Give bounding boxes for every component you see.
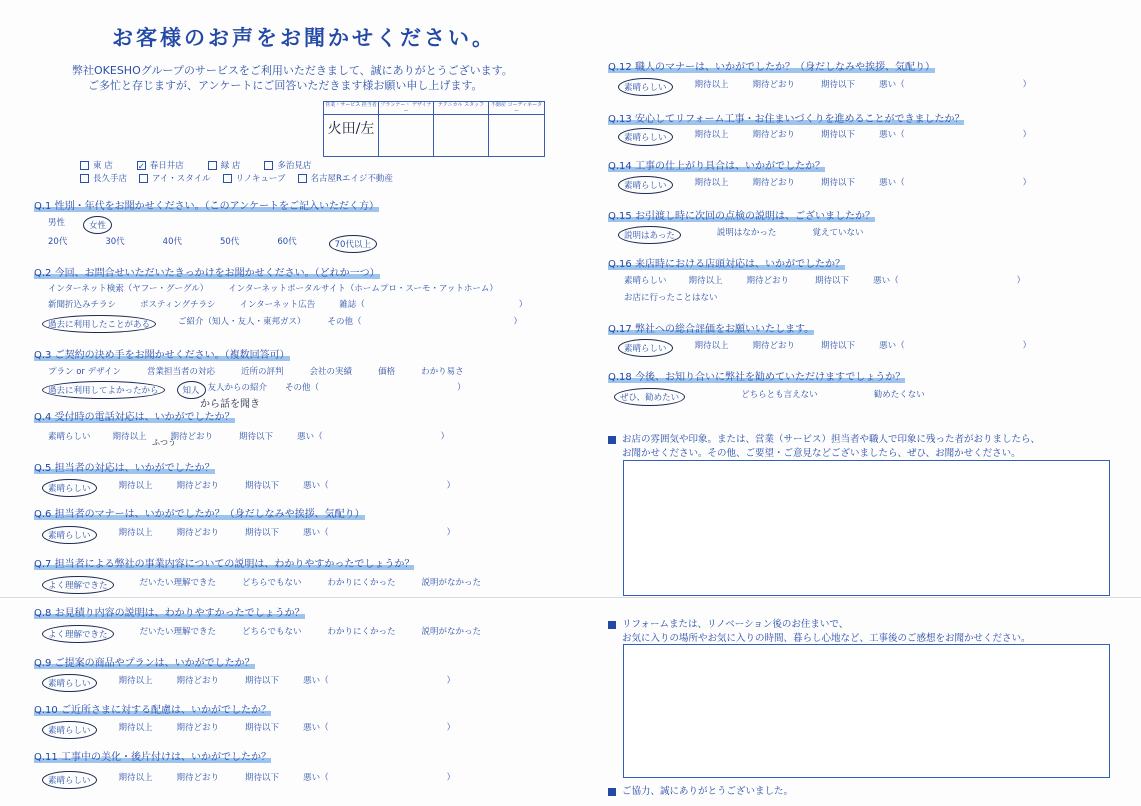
square-bullet-icon [608,788,616,796]
q5-options [48,479,455,497]
store-option[interactable]: アイ・スタイル [139,172,211,184]
q18-label: Q.18 今後、お知り合いに弊社を勧めていただけますでしょうか？ [608,372,906,383]
rating-option-selected[interactable]: 素晴らしい [618,339,673,357]
q18-option-selected[interactable]: ぜひ、勧めたい [614,388,685,406]
q11-options [48,771,455,789]
q3-row-1 [48,365,464,377]
rating-option[interactable]: 期待以上 [118,528,153,538]
q2-option[interactable]: インターネット広告 [239,300,316,310]
store-option[interactable]: 多治見店 [264,159,311,171]
free2-question: リフォームまたは、リノベーション後のお住まいで、 [608,616,848,630]
checkbox-icon[interactable] [80,161,89,170]
q11-label: Q.11 工事中の美化・後片付けは、いかがでしたか？ [34,752,271,763]
rating-option[interactable]: 悪い（ [303,676,329,686]
q3-option[interactable]: その他（ [285,383,320,393]
gender-male[interactable]: 男性 [48,218,66,228]
square-bullet-icon [608,621,616,629]
q2-option-selected[interactable]: 過去に利用したことがある [42,315,156,333]
q17-label: Q.17 弊社への総合評価をお願いいたします。 [608,324,815,335]
rating-option[interactable]: 期待以下 [821,130,856,140]
rating-option[interactable]: 期待どおり [170,432,214,442]
staff-header-tech: テクニカル スタッフ [434,102,489,115]
intro-line-1: 弊社OKESHOグループのサービスをご利用いただきまして、誠にありがとうございます。 [72,64,513,77]
q7-option[interactable]: どちらでもない [242,578,302,588]
rating-option[interactable]: 期待以上 [118,676,153,686]
q8-options [48,625,481,643]
intro-line-2: ご多忙と存じますが、アンケートにご回答いただきます様お願い申し上げます。 [88,79,483,92]
rating-option[interactable]: 期待以下 [245,773,280,783]
rating-option[interactable]: 期待以下 [245,528,280,538]
checkbox-icon[interactable] [264,161,273,170]
rating-option-selected[interactable]: 素晴らしい [42,526,97,544]
q10-label: Q.10 ご近所さまに対する配慮は、いかがでしたか？ [34,705,271,716]
checkbox-icon[interactable] [208,161,217,170]
rating-paren: ） [1022,80,1032,90]
rating-option[interactable]: 悪い（ [303,773,329,783]
staff-header-realestate: 不動産 コーディネーター [490,102,543,114]
q1-label: Q.1 性別・年代をお聞かせください。（このアンケートをご記入いただく方） [34,201,379,212]
q7-option[interactable]: だいたい理解できた [139,578,217,588]
rating-option[interactable]: 期待どおり [176,528,220,538]
store-option[interactable]: 名古屋Rエイジ不動産 [298,172,393,184]
rating-option[interactable]: 期待どおり [176,676,220,686]
q3-option[interactable]: 会社の実績 [309,367,353,377]
q2-row-1 [48,282,498,294]
rating-option[interactable]: 期待以下 [245,723,280,733]
rating-option[interactable]: 期待どおり [752,80,796,90]
q13-options [624,128,1031,146]
checkbox-icon[interactable] [139,174,148,183]
q6-label: Q.6 担当者のマナーは、いかがでしたか？（身だしなみや挨拶、気配り） [34,509,365,520]
rating-option[interactable]: 悪い（ [873,276,899,286]
rating-option[interactable]: 期待以下 [821,80,856,90]
q14-label: Q.14 工事の仕上がり具合は、いかがでしたか？ [608,161,825,172]
q8-label: Q.8 お見積り内容の説明は、わかりやすかったでしょうか？ [34,608,305,619]
rating-option[interactable]: 期待以下 [821,178,856,188]
free2-textarea[interactable] [623,644,1110,778]
q7-option[interactable]: 説明がなかった [421,578,481,588]
rating-option[interactable]: 悪い（ [879,341,905,351]
age-option[interactable]: 20代 [48,237,68,247]
q1-gender [48,216,112,234]
rating-paren: ） [1022,130,1032,140]
rating-option[interactable]: 期待どおり [752,341,796,351]
q2-paren: ） [518,300,528,310]
q15-option[interactable]: 説明はなかった [716,228,777,238]
q2-option[interactable]: インターネットポータルサイト（ホームプロ・スーモ・アットホーム） [228,284,498,294]
q15-option-selected[interactable]: 説明はあった [618,226,681,244]
rating-option[interactable]: 悪い（ [303,481,329,491]
square-bullet-icon [608,436,616,444]
free1-question: お店の雰囲気や印象。または、営業（サービス）担当者や職人で印象に残った者がおりましたら、 [608,431,1040,445]
q7-option[interactable]: わかりにくかった [327,578,396,588]
q3-label: Q.3 ご契約の決め手をお聞かせください。（複数回答可） [34,350,290,361]
rating-option[interactable]: 悪い（ [303,528,329,538]
rating-option[interactable]: 悪い（ [303,723,329,733]
rating-option-selected[interactable]: 素晴らしい [42,674,97,692]
q14-options [624,176,1031,194]
rating-option-selected[interactable]: 素晴らしい [42,771,97,789]
rating-option[interactable]: 期待以下 [239,432,274,442]
checkbox-icon[interactable] [223,174,232,183]
rating-option[interactable]: 期待以上 [694,341,729,351]
q3-handwritten-note: から話を聞き [200,399,260,410]
q3-option[interactable]: プラン or デザイン [48,367,122,377]
rating-paren: ） [440,432,450,442]
rating-option[interactable]: 悪い（ [297,432,323,442]
q16-option-never[interactable]: お店に行ったことはない [624,293,718,303]
rating-option[interactable]: 期待以上 [694,130,729,140]
q15-option[interactable]: 覚えていない [812,228,864,238]
q5-label: Q.5 担当者の対応は、いかがでしたか？ [34,463,215,474]
q16-options [624,274,1025,286]
page-title: お客様のお声をお聞かせください。 [112,26,496,50]
q2-paren: ） [513,317,523,327]
q7-options [48,576,481,594]
age-option[interactable]: 30代 [105,237,125,247]
rating-option[interactable]: 悪い（ [879,80,905,90]
rating-option[interactable]: 期待以下 [821,341,856,351]
checkbox-icon[interactable] [298,174,307,183]
q3-option-selected[interactable]: 過去に利用してよかったから [42,381,165,399]
q2-option[interactable]: ポスティングチラシ [140,300,216,310]
q15-label: Q.15 お引渡し時に次回の点検の説明は、ございましたか？ [608,211,875,222]
q2-row-3 [48,315,522,333]
rating-option[interactable]: 期待以下 [245,676,280,686]
q18-options [620,388,925,406]
q17-options [624,339,1031,357]
store-option[interactable]: 長久手店 [80,172,127,184]
rating-paren: ） [1022,341,1032,351]
fold-line [0,597,1141,598]
store-option[interactable]: リノキューブ [223,172,286,184]
q2-option[interactable]: その他（ [327,317,362,327]
staff-header-planner: プランナー・ デザイナー [379,102,434,115]
rating-option[interactable]: 期待どおり [752,130,796,140]
q4-label: Q.4 受付時の電話対応は、いかがでしたか？ [34,412,235,423]
rating-option[interactable]: 期待どおり [176,481,220,491]
staff-cell-4[interactable] [489,115,544,156]
rating-option[interactable]: 期待どおり [176,773,220,783]
rating-paren: ） [1016,276,1026,286]
rating-option[interactable]: 期待以下 [245,481,280,491]
q4-handwritten-note: ふつう [152,438,176,447]
rating-option-selected[interactable]: 素晴らしい [618,78,673,96]
rating-option[interactable]: 期待以上 [118,481,153,491]
q3-paren: ） [457,383,466,393]
store-row-1 [80,159,311,171]
checkbox-checked-icon[interactable]: ✓ [137,162,145,172]
q1-ages [48,235,377,253]
q12-options [624,78,1031,96]
age-option[interactable]: 60代 [277,237,297,247]
rating-option[interactable]: 期待以上 [118,773,153,783]
rating-option-selected[interactable]: 素晴らしい [42,479,97,497]
q18-option[interactable]: 勧めたくない [873,390,925,400]
q2-row-2 [48,298,527,310]
q12-label: Q.12 職人のマナーは、いかがでしたか？（身だしなみや挨拶、気配り） [608,62,935,73]
store-option[interactable]: 緑 店 [208,159,241,171]
q2-option[interactable]: 新聞折込みチラシ [48,300,117,310]
q2-option[interactable]: 雑誌（ [339,300,365,310]
rating-option[interactable]: 期待どおり [176,723,220,733]
rating-option-selected[interactable]: 素晴らしい [618,176,673,194]
q10-options [48,721,455,739]
store-option[interactable]: 東 店 [80,159,113,171]
thanks-message: ご協力、誠にありがとうございました。 [608,783,793,797]
rating-option[interactable]: 悪い（ [879,178,905,188]
rating-option[interactable]: 期待以上 [694,80,729,90]
staff-name-written: 火田/左 [324,115,379,156]
rating-option[interactable]: 期待以下 [815,276,850,286]
q3-option[interactable]: 近所の評判 [241,367,284,377]
age-option[interactable]: 50代 [219,237,240,247]
store-option-checked[interactable]: ✓ 春日井店 [137,161,184,172]
q15-options [624,226,863,244]
q16-label: Q.16 来店時における店頭対応は、いかがでしたか？ [608,259,845,270]
checkbox-icon[interactable] [80,174,89,183]
rating-option[interactable]: 期待どおり [746,276,790,286]
rating-option[interactable]: 期待以上 [112,432,147,442]
q8-option[interactable]: どちらでもない [242,627,302,637]
rating-paren: ） [446,676,456,686]
q3-option[interactable]: 友人からの紹介 [207,383,268,393]
rating-option[interactable]: 素晴らしい [624,276,667,286]
q3-option-selected[interactable]: 知人 [177,381,206,399]
q2-label: Q.2 今回、お問合せいただいたきっかけをお聞かせください。（どれか一つ） [34,268,380,279]
q18-option[interactable]: どちらとも言えない [741,390,818,400]
gender-female-selected[interactable]: 女性 [83,216,112,234]
q6-options [48,526,455,544]
rating-option[interactable]: 悪い（ [879,130,905,140]
rating-paren: ） [446,773,456,783]
q9-label: Q.9 ご提案の商品やプランは、いかがでしたか？ [34,658,255,669]
free1-question-line-2: お聞かせください。その他、ご要望・ご意見などございましたら、ぜひ、お聞かせください。 [622,448,1021,459]
rating-option[interactable]: 期待どおり [752,178,796,188]
q8-option[interactable]: だいたい理解できた [139,627,217,637]
staff-header-sales: 営業・サービス 担当者 [324,102,379,115]
staff-cell-2[interactable] [379,115,434,156]
rating-option-selected[interactable]: 素晴らしい [618,128,673,146]
q4-options [48,430,449,442]
q9-options [48,674,455,692]
rating-paren: ） [1022,178,1032,188]
rating-option[interactable]: 期待以上 [694,178,729,188]
q3-option[interactable]: わかり易さ [421,367,464,377]
age-option-selected[interactable]: 70代以上 [329,235,377,253]
q13-label: Q.13 安心してリフォーム工事・お住まいづくりを進めることができましたか？ [608,114,965,125]
staff-cell-3[interactable] [434,115,489,156]
q2-option[interactable]: インターネット検索（ヤフー・グーグル） [48,284,209,294]
rating-option[interactable]: 期待以上 [688,276,723,286]
q3-option[interactable]: 価格 [378,367,396,377]
rating-option[interactable]: 期待以上 [118,723,153,733]
rating-option[interactable]: 素晴らしい [48,432,91,442]
rating-option-selected[interactable]: 素晴らしい [42,721,97,739]
free1-textarea[interactable] [623,460,1110,596]
q8-option[interactable]: わかりにくかった [327,627,396,637]
q7-label: Q.7 担当者による弊社の事業内容についての説明は、わかりやすかったでしょうか？ [34,559,415,570]
q8-option[interactable]: 説明がなかった [421,627,481,637]
rating-paren: ） [446,481,456,491]
rating-paren: ） [446,528,456,538]
store-row-2 [80,172,393,184]
q2-option[interactable]: ご紹介（知人・友人・東邦ガス） [178,317,306,327]
age-option[interactable]: 40代 [162,237,182,247]
q8-option-selected[interactable]: よく理解できた [42,625,114,643]
q7-option-selected[interactable]: よく理解できた [42,576,114,594]
rating-paren: ） [446,723,456,733]
q3-option[interactable]: 営業担当者の対応 [147,367,216,377]
free2-question-line-2: お気に入りの場所やお気に入りの時間、暮らし心地など、工事後のご感想をお聞かせください。 [622,633,1031,644]
staff-table [323,101,545,157]
